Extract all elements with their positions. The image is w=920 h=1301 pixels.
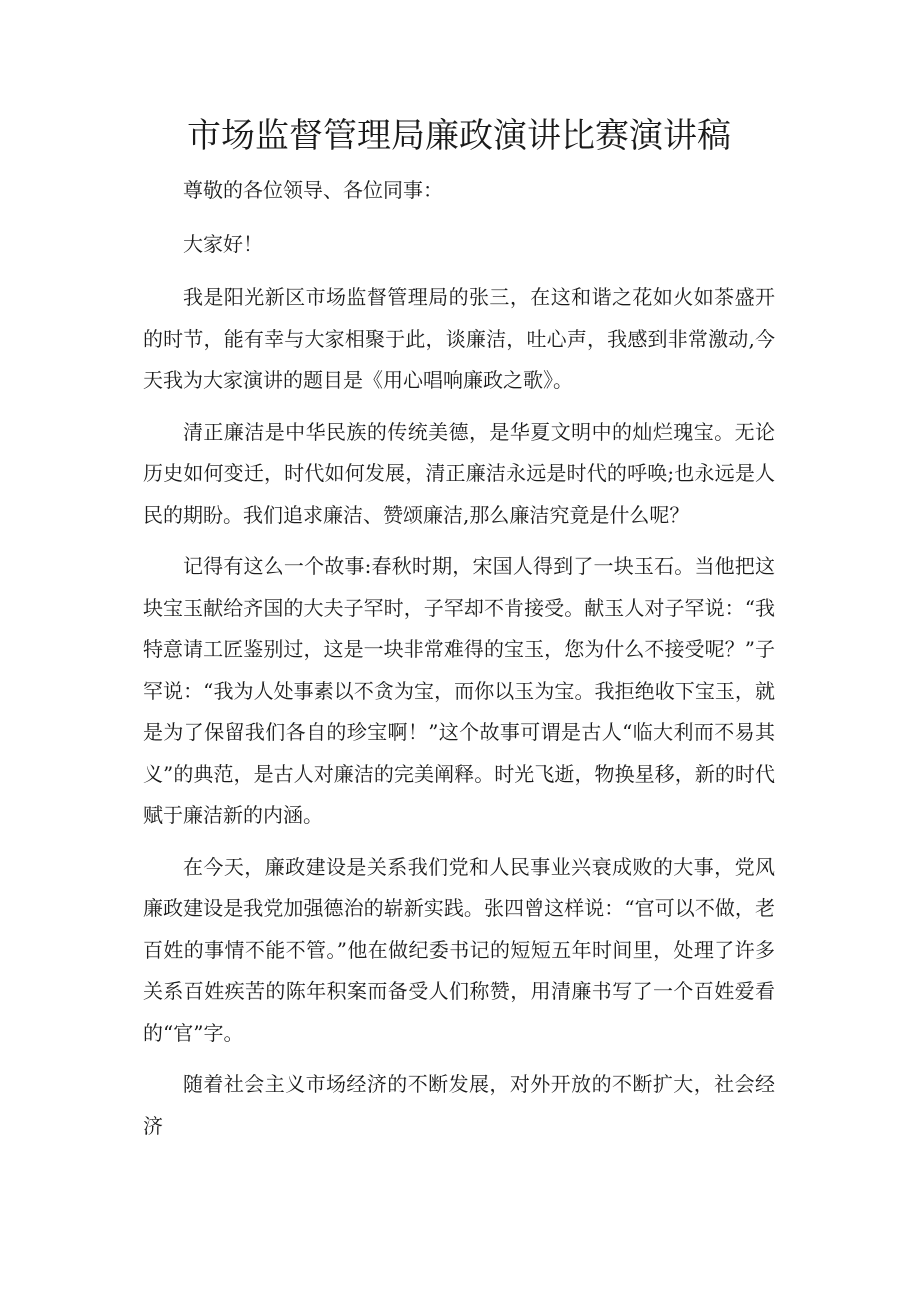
paragraph-today: 在今天，廉政建设是关系我们党和人民事业兴衰成败的大事，党风廉政建设是我党加强德治的崭新实践。张四曾这样说：“官可以不做，老百姓的事情不能不管。”他在做纪委书记的短短五年时间里，处理了许多关系百姓疾苦的陈年积案而备受人们称赞，用清廉书写了一个百姓爱看的“官”字。: [143, 854, 775, 1045]
paragraph-virtue: 清正廉洁是中华民族的传统美德，是华夏文明中的灿烂瑰宝。无论历史如何变迁，时代如何发展，清正廉洁永远是时代的呼唤;也永远是人民的期盼。我们追求廉洁、赞颂廉洁,那么廉洁究竟是什么呢？: [143, 419, 775, 527]
salutation: 尊敬的各位领导、各位同事：: [183, 178, 443, 202]
paragraph-story: 记得有这么一个故事:春秋时期，宋国人得到了一块玉石。当他把这块宝玉献给齐国的大夫子罕时，子罕却不肯接受。献玉人对子罕说：“我特意请工匠鉴别过，这是一块非常难得的宝玉，您为什么不接受呢？”子罕说：“我为人处事素以不贪为宝，而你以玉为宝。我拒绝收下宝玉，就是为了保留我们各自的珍宝啊！”这个故事可谓是古人“临大利而不易其义”的典范，是古人对廉洁的完美阐释。时光飞逝，物换星移，新的时代赋于廉洁新的内涵。: [143, 554, 775, 827]
paragraph-intro: 我是阳光新区市场监督管理局的张三，在这和谐之花如火如茶盛开的时节，能有幸与大家相聚于此，谈廉洁，吐心声，我感到非常激动,今天我为大家演讲的题目是《用心唱响廉政之歌》。: [143, 285, 775, 392]
document-title: 市场监督管理局廉政演讲比赛演讲稿: [187, 116, 731, 156]
greeting: 大家好！: [183, 231, 263, 256]
paragraph-economy: 随着社会主义市场经济的不断发展，对外开放的不断扩大，社会经济: [143, 1072, 775, 1138]
